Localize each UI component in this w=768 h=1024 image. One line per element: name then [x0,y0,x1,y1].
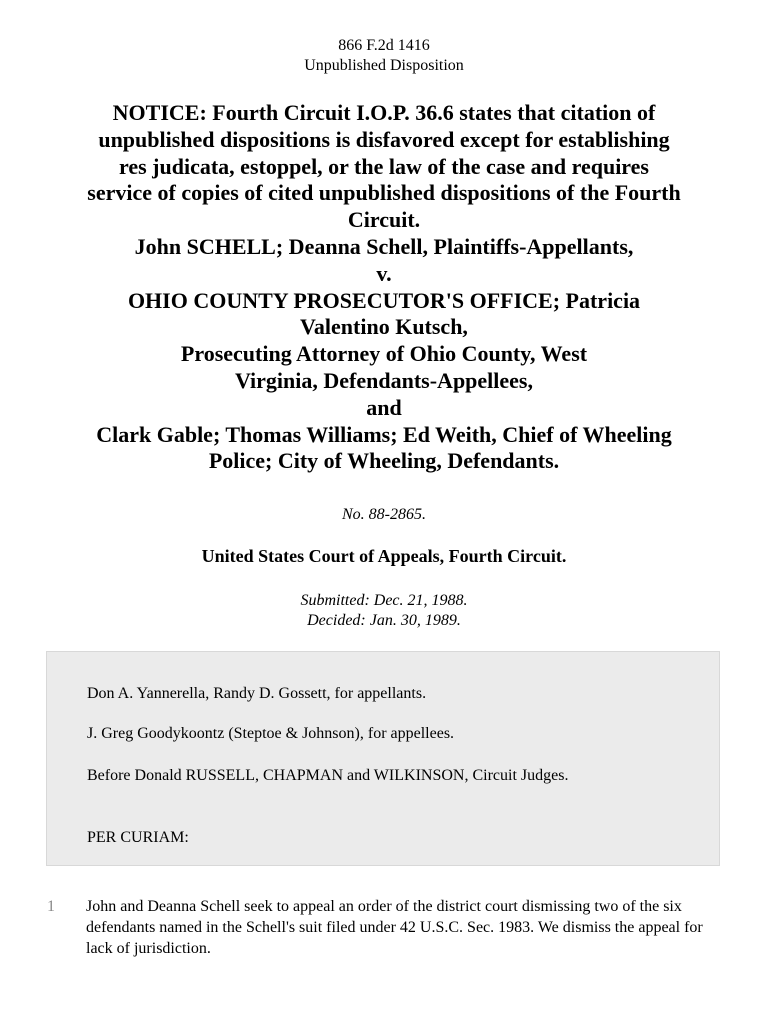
title-line: service of copies of cited unpublished dispositions of the Fourth [87,180,681,206]
title-line: Police; City of Wheeling, Defendants. [208,448,560,474]
title-line: res judicata, estoppel, or the law of the case and requires [118,153,649,179]
docket-number: No. 88-2865. [342,506,426,523]
court-name: United States Court of Appeals, Fourth Circuit. [201,546,567,566]
title-line: unpublished dispositions is disfavored except for establishing [98,126,670,152]
title-line: Virginia, Defendants-Appellees, [234,367,533,393]
title-line: Valentino Kutsch, [300,314,468,340]
panel-judges: Before Donald RUSSELL, CHAPMAN and WILKINSON, Circuit Judges. [87,767,569,784]
case-dates [0,591,768,631]
title-line: OHIO COUNTY PROSECUTOR'S OFFICE; Patricia [127,287,641,313]
submitted-date: Submitted: Dec. 21, 1988. [300,592,468,609]
title-line: and [366,394,402,420]
title-line: NOTICE: Fourth Circuit I.O.P. 36.6 states that citation of [112,100,656,125]
appellees-counsel: J. Greg Goodykoontz (Steptoe & Johnson), for appellees. [87,725,455,742]
per-curiam-label: PER CURIAM: [87,829,189,846]
case-title [40,100,728,475]
title-line: Prosecuting Attorney of Ohio County, West [180,341,588,367]
title-line: v. [376,260,392,286]
case-citation-header [0,36,768,76]
reporter-citation: 866 F.2d 1416 [338,37,430,54]
title-line: Clark Gable; Thomas Williams; Ed Weith, Chief of Wheeling [96,421,672,447]
title-line: Circuit. [347,207,421,233]
paragraph-number: 1 [47,898,55,915]
disposition-label: Unpublished Disposition [304,57,464,74]
appellants-counsel: Don A. Yannerella, Randy D. Gossett, for appellants. [87,685,427,702]
decided-date: Decided: Jan. 30, 1989. [307,612,461,629]
paragraph-text: John and Deanna Schell seek to appeal an order of the district court dismissing two of the six defendants named in the Schell's suit filed under 42 U.S.C. Sec. 1983. We dismiss the appeal for lack of jurisdiction. [86,898,703,957]
counsel-panel [46,651,720,866]
title-line: John SCHELL; Deanna Schell, Plaintiffs-Appellants, [134,233,634,259]
